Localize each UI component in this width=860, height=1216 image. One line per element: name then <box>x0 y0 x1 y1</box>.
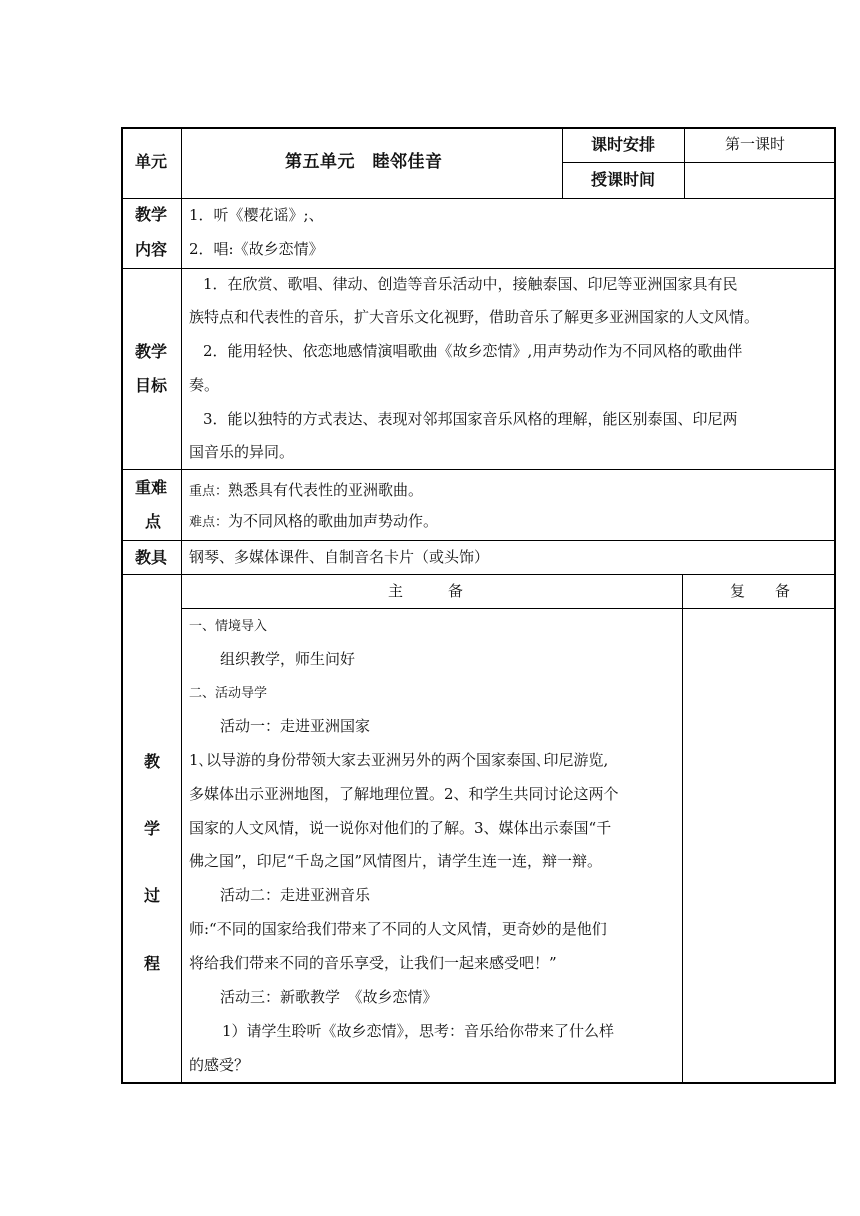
content-item: 2．唱:《故乡恋情》 <box>189 240 324 258</box>
process-line: 将给我们带来不同的音乐享受，让我们一起来感受吧！” <box>189 954 557 972</box>
review-prep-header: 复 备 <box>730 582 791 600</box>
difficulty-point <box>189 513 438 529</box>
goal-line: 2．能用轻快、依恋地感情演唱歌曲《故乡恋情》,用声势动作为不同风格的歌曲伴 <box>203 342 743 360</box>
table-divider <box>562 162 836 163</box>
process-line: 师:“不同的国家给我们带来了不同的人文风情，更奇妙的是他们 <box>189 920 607 938</box>
focus-prefix: 重点： <box>189 484 229 499</box>
table-divider <box>121 469 836 470</box>
main-prep-header: 主 备 <box>388 582 464 600</box>
time-label: 授课时间 <box>591 170 656 189</box>
difficulty-prefix: 难点： <box>189 515 229 530</box>
process-line: 佛之国”，印尼“千岛之国”风情图片，请学生连一连，辩一辩。 <box>189 852 603 870</box>
process-line: 1）请学生聆听《故乡恋情》，思考：音乐给你带来了什么样 <box>222 1022 615 1040</box>
tools-label: 教具 <box>135 548 168 567</box>
process-line: 一、情境导入 <box>189 619 268 634</box>
table-divider <box>121 198 836 199</box>
process-line: 活动一：走进亚洲国家 <box>220 717 371 735</box>
table-divider <box>121 574 836 575</box>
process-label-char: 过 <box>144 886 161 905</box>
table-divider <box>684 127 685 198</box>
table-bottom-border <box>121 1082 836 1084</box>
schedule-value: 第一课时 <box>725 135 786 153</box>
table-divider <box>121 268 836 269</box>
unit-title: 第五单元 睦邻佳音 <box>285 152 443 172</box>
table-divider <box>121 540 836 541</box>
keypoints-label-line1: 重难 <box>135 478 168 497</box>
process-line: 多媒体出示亚洲地图，了解地理位置。2、和学生共同讨论这两个 <box>189 785 619 803</box>
table-left-border <box>121 127 123 1084</box>
content-item: 1．听《樱花谣》;、 <box>189 206 324 224</box>
table-right-border <box>834 127 836 1084</box>
process-line: 组织教学，师生问好 <box>220 650 356 668</box>
tools-text: 钢琴、多媒体课件、自制音名卡片（或头饰） <box>189 548 490 566</box>
content-label-line1: 教学 <box>135 205 168 224</box>
process-line: 活动三：新歌教学 《故乡恋情》 <box>220 988 438 1006</box>
table-divider <box>181 608 836 609</box>
process-line: 的感受？ <box>189 1056 250 1074</box>
process-label-char: 教 <box>144 752 161 771</box>
goal-line: 3．能以独特的方式表达、表现对邻邦国家音乐风格的理解，能区别泰国、印尼两 <box>203 410 738 428</box>
process-line: 活动二：走进亚洲音乐 <box>220 886 371 904</box>
process-line: 国家的人文风情，说一说你对他们的了解。3、媒体出示泰国“千 <box>189 819 612 837</box>
table-top-border <box>121 127 836 129</box>
process-line: 二、活动导学 <box>189 686 268 701</box>
unit-label: 单元 <box>135 152 168 171</box>
difficulty-text: 为不同风格的歌曲加声势动作。 <box>228 512 439 530</box>
process-label-char: 学 <box>144 819 161 838</box>
goal-line: 1．在欣赏、歌唱、律动、创造等音乐活动中，接触泰国、印尼等亚洲国家具有民 <box>203 275 738 293</box>
goals-label-line1: 教学 <box>135 342 168 361</box>
goal-line: 奏。 <box>189 376 220 394</box>
focus-point <box>189 482 423 498</box>
content-label-line2: 内容 <box>135 240 168 259</box>
table-divider <box>682 574 683 1083</box>
goal-line: 族特点和代表性的音乐，扩大音乐文化视野，借助音乐了解更多亚洲国家的人文风情。 <box>189 308 760 326</box>
goal-line: 国音乐的异同。 <box>189 443 295 461</box>
schedule-label: 课时安排 <box>591 135 656 154</box>
goals-label-line2: 目标 <box>135 376 168 395</box>
process-line: 1､以导游的身份带领大家去亚洲另外的两个国家泰国､印尼游览, <box>189 751 609 769</box>
table-divider <box>181 127 182 1084</box>
table-divider <box>562 127 563 198</box>
focus-text: 熟悉具有代表性的亚洲歌曲。 <box>228 481 424 499</box>
process-label-char: 程 <box>144 954 161 973</box>
keypoints-label-line2: 点 <box>145 512 162 531</box>
